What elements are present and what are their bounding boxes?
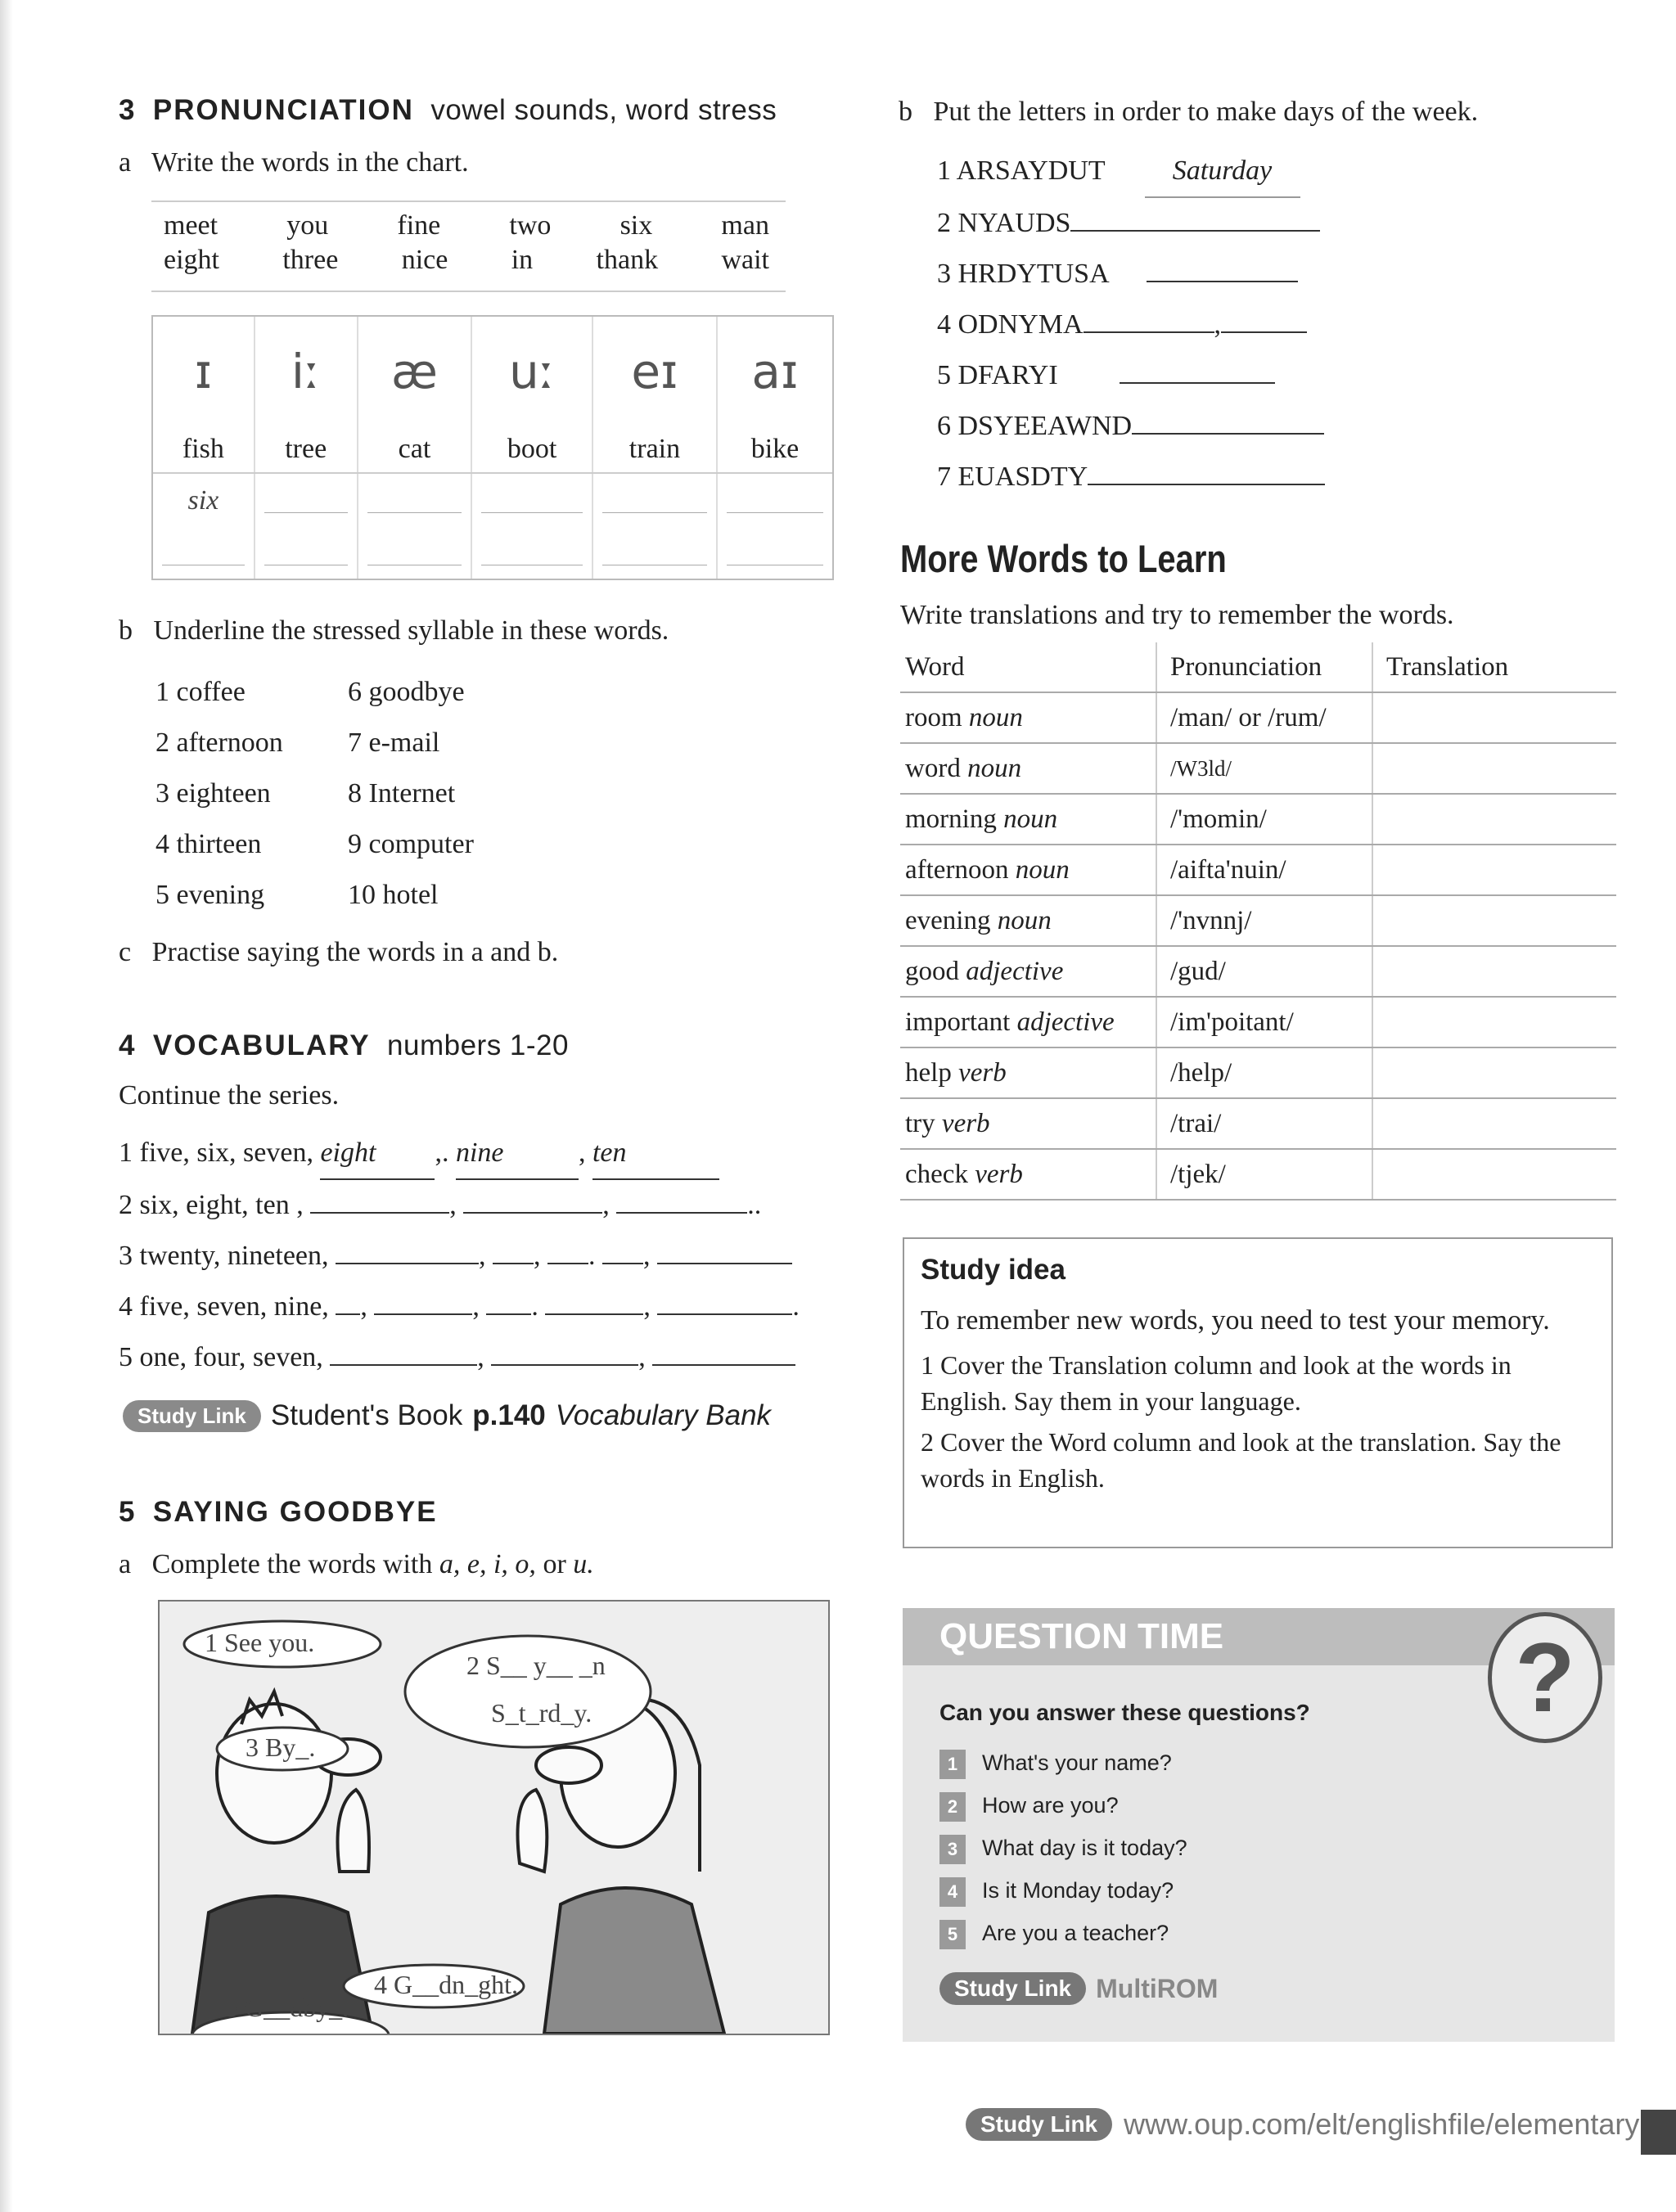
vocab-pron: /tjek/ [1156, 1149, 1372, 1200]
boot-picture [471, 317, 592, 426]
chart-word: tree [255, 426, 358, 473]
word-box-word: two [509, 210, 552, 241]
vocab-translation-blank[interactable] [1372, 1047, 1616, 1098]
chart-answer-blank[interactable] [592, 473, 717, 528]
series-blank[interactable] [545, 1313, 643, 1315]
more-words-title: More Words to Learn [900, 537, 1227, 580]
anagram-item [937, 249, 1325, 300]
vocab-word: word [905, 753, 961, 783]
vocab-row [900, 1047, 1616, 1098]
word-box-row-1 [164, 210, 769, 241]
vocab-pos: noun [1003, 804, 1058, 834]
exercise-3c-instruction [119, 937, 558, 968]
anagram-item [937, 401, 1325, 452]
vocab-pos: noun [997, 905, 1052, 935]
anagram-blank[interactable] [1221, 331, 1307, 333]
series-item: 4 five, seven, nine, , , . , . [119, 1291, 800, 1322]
series-blank[interactable] [336, 1263, 479, 1264]
series-blank[interactable] [463, 1212, 602, 1214]
word-box [151, 200, 786, 292]
bike-picture [717, 317, 832, 426]
vocab-word: check [905, 1159, 968, 1189]
vocab-word: room [905, 702, 962, 732]
vocab-pos: adjective [966, 956, 1064, 986]
vocab-pos: adjective [1016, 1007, 1115, 1037]
anagram-item [937, 350, 1325, 401]
chart-answer-blank[interactable] [717, 473, 832, 528]
question-text: What day is it today? [982, 1836, 1187, 1860]
vocab-pron: /aifta'nuin/ [1156, 845, 1372, 895]
series-lead: 5 one, four, seven, [119, 1342, 323, 1372]
vocab-pron: /'nvnnj/ [1156, 895, 1372, 946]
speech-bubble-3: 3 By_. [246, 1732, 316, 1762]
vocab-translation-blank[interactable] [1372, 1149, 1616, 1200]
section-number: 4 [119, 1029, 137, 1061]
section-4-instruction: Continue the series. [119, 1080, 340, 1111]
series-example: ten [592, 1138, 627, 1168]
chart-example-answer: six [153, 473, 255, 528]
chart-answer-blank[interactable] [255, 528, 358, 579]
study-link-target: Vocabulary Bank [555, 1399, 772, 1431]
series-blank[interactable] [330, 1364, 477, 1366]
stress-item: 3 eighteen [155, 778, 271, 809]
question-number: 5 [939, 1920, 966, 1949]
vocab-word: try [905, 1108, 935, 1138]
vocab-table [900, 642, 1616, 1201]
chart-answer-blank[interactable] [592, 528, 717, 579]
question-number: 4 [939, 1877, 966, 1907]
anagram-blank[interactable] [1120, 382, 1275, 384]
section-5-heading [119, 1496, 438, 1529]
vocab-word-cell [900, 1149, 1156, 1200]
section-title: SAYING GOODBYE [152, 1496, 438, 1528]
anagram-item: 4 ODNYMA , [937, 300, 1325, 350]
vocab-word-cell [900, 946, 1156, 997]
anagram-item [937, 146, 1325, 198]
word-box-word: fine [397, 210, 441, 241]
phonetic-symbol: eɪ [631, 344, 678, 400]
section-title: PRONUNCIATION [152, 94, 414, 126]
anagram-blank[interactable] [1084, 331, 1214, 333]
stress-item: 7 e-mail [348, 728, 440, 758]
series-lead: 4 five, seven, nine, [119, 1291, 329, 1322]
vocab-header-row [900, 642, 1616, 692]
question-mark-icon: ? [1488, 1612, 1602, 1743]
speech-bubble-2: 2 S__ y__ _n [466, 1651, 606, 1680]
word-box-word: thank [596, 245, 659, 275]
speech-bubble-4: 4 G__dn_ght. [374, 1970, 518, 1999]
exercise-text: u. [573, 1549, 594, 1579]
vocab-translation-blank[interactable] [1372, 743, 1616, 794]
vocab-pron: /gud/ [1156, 946, 1372, 997]
footer-study-link[interactable] [966, 2107, 1639, 2142]
series-blank[interactable] [592, 1128, 719, 1180]
anagram-letters: 7 EUASDTY [937, 462, 1088, 492]
vocab-word-cell [900, 1098, 1156, 1149]
more-words-instruction: Write translations and try to remember the words. [900, 600, 1454, 630]
chart-answer-blank[interactable] [255, 473, 358, 528]
page-edge-tab [1641, 2110, 1676, 2155]
word-box-word: nice [401, 245, 448, 275]
chart-answer-blank[interactable] [471, 473, 592, 528]
vocab-translation-blank[interactable] [1372, 845, 1616, 895]
vocab-pos: noun [967, 753, 1022, 783]
exercise-text: Write the words in the chart. [151, 147, 469, 178]
series-blank[interactable] [491, 1364, 638, 1366]
chart-word: train [592, 426, 717, 473]
word-box-word: meet [164, 210, 219, 241]
study-idea-tip-2: 2 Cover the Word column and look at the translation. Say the words in English. [921, 1427, 1561, 1493]
series-blank[interactable] [320, 1128, 435, 1180]
vocab-translation-blank[interactable] [1372, 1098, 1616, 1149]
word-box-word: in [511, 245, 534, 275]
word-box-word: three [282, 245, 339, 275]
section-number: 3 [119, 94, 137, 126]
stress-item: 2 afternoon [155, 728, 283, 758]
series-blank[interactable] [456, 1128, 579, 1180]
section-subtitle: numbers 1-20 [387, 1029, 569, 1061]
exercise-letter: b [119, 615, 133, 646]
word-box-row-2 [164, 245, 769, 276]
days-anagram-list [937, 146, 1325, 502]
study-link-badge: Study Link [966, 2108, 1112, 2141]
exercise-text: Practise saying the words in a and b. [151, 937, 559, 967]
question-item [939, 1784, 1187, 1827]
anagram-letters: 5 DFARYI [937, 360, 1058, 390]
chart-answer-blank[interactable] [358, 528, 472, 579]
chart-answer-blank[interactable] [153, 528, 255, 579]
question-item [939, 1827, 1187, 1869]
anagram-item [937, 198, 1325, 249]
study-link-text: Student's Book [270, 1399, 463, 1431]
anagram-blank[interactable] [1088, 484, 1325, 485]
chart-answer-blank[interactable] [717, 528, 832, 579]
question-number: 3 [939, 1835, 966, 1864]
vocab-translation-blank[interactable] [1372, 692, 1616, 743]
series-item: 3 twenty, nineteen, , , . , [119, 1231, 800, 1282]
exercise-text: a, e, i, o, [439, 1549, 536, 1579]
question-item [939, 1912, 1187, 1954]
section-title: VOCABULARY [152, 1029, 371, 1061]
series-lead: 3 twenty, nineteen, [119, 1241, 329, 1271]
fish-picture [153, 317, 255, 426]
vocab-word-cell [900, 794, 1156, 845]
cat-picture [358, 317, 472, 426]
chart-word: cat [358, 426, 472, 473]
vocab-word: afternoon [905, 854, 1009, 885]
vocab-translation-blank[interactable] [1372, 794, 1616, 845]
question-item [939, 1869, 1187, 1912]
vocab-pron: /'momin/ [1156, 794, 1372, 845]
phonetic-symbol: aɪ [751, 344, 799, 400]
vocab-row [900, 895, 1616, 946]
exercise-3a-instruction [119, 147, 469, 178]
chart-answer-blank[interactable] [471, 528, 592, 579]
question-time-title: QUESTION TIME [903, 1608, 1615, 1665]
chart-answer-blank[interactable] [358, 473, 472, 528]
number-series-list [119, 1128, 800, 1383]
chart-word: bike [717, 426, 832, 473]
exercise-letter: a [119, 1549, 132, 1579]
anagram-letters: 3 HRDYTUSA [937, 259, 1110, 289]
anagram-letters: 4 ODNYMA [937, 309, 1084, 340]
study-idea-title: Study idea [921, 1254, 1066, 1286]
exercise-letter: a [119, 147, 132, 178]
series-example: nine [455, 1138, 504, 1168]
series-blank[interactable] [493, 1263, 534, 1264]
vocab-word-cell [900, 692, 1156, 743]
stress-item: 9 computer [348, 829, 474, 859]
vocab-row [900, 845, 1616, 895]
vocab-translation-blank[interactable] [1372, 946, 1616, 997]
question-text: How are you? [982, 1793, 1119, 1818]
column-header: Translation [1372, 642, 1616, 692]
phonetic-symbol: uː [508, 344, 556, 400]
vocab-pron: /help/ [1156, 1047, 1372, 1098]
stress-list-right [348, 667, 474, 921]
exercise-text: Complete the words with [151, 1549, 433, 1579]
study-link-text: MultiROM [1096, 1973, 1219, 2003]
chart-word: boot [471, 426, 592, 473]
speech-bubble-1: 1 See you. [205, 1628, 315, 1657]
exercise-text: Underline the stressed syllable in these words. [153, 615, 669, 646]
vocab-word: important [905, 1007, 1011, 1037]
question-list [939, 1741, 1187, 1954]
question-number: 2 [939, 1792, 966, 1822]
series-blank[interactable] [310, 1212, 449, 1214]
question-text: Is it Monday today? [982, 1878, 1174, 1903]
vocab-row [900, 1098, 1616, 1149]
anagram-item [937, 452, 1325, 502]
exercise-text: Put the letters in order to make days of the week. [933, 97, 1479, 127]
question-time-box [903, 1608, 1615, 2042]
study-link-multirom[interactable] [939, 1972, 1218, 2005]
series-blank[interactable] [652, 1364, 795, 1366]
study-idea-tip-1: 1 Cover the Translation column and look at the words in English. Say them in your language. [921, 1350, 1512, 1416]
series-blank[interactable] [374, 1313, 472, 1315]
series-blank[interactable] [547, 1263, 588, 1264]
vocab-row [900, 692, 1616, 743]
page-binding-shadow [0, 0, 13, 2212]
study-link-badge: Study Link [939, 1972, 1086, 2005]
vowel-sound-chart [151, 315, 834, 580]
anagram-blank[interactable] [1147, 281, 1298, 282]
series-blank[interactable] [486, 1313, 531, 1315]
vocab-pos: verb [958, 1057, 1007, 1088]
phonetic-symbol: iː [291, 344, 321, 400]
train-picture [592, 317, 717, 426]
vocab-pron: /trai/ [1156, 1098, 1372, 1149]
study-idea-box [903, 1237, 1613, 1548]
series-blank[interactable] [657, 1263, 792, 1264]
section-4-heading [119, 1029, 569, 1062]
series-example: eight [320, 1138, 376, 1168]
series-item: 2 six, eight, ten , , , .. [119, 1190, 762, 1220]
vocab-translation-blank[interactable] [1372, 895, 1616, 946]
vocab-word: good [905, 956, 959, 986]
exercise-text: or [543, 1549, 566, 1579]
vocab-word: help [905, 1057, 952, 1088]
exercise-b-days-instruction [899, 97, 1478, 128]
study-link-badge: Study Link [123, 1400, 261, 1432]
section-number: 5 [119, 1496, 137, 1528]
stress-item: 6 goodbye [348, 677, 465, 707]
anagram-blank[interactable] [1132, 433, 1324, 435]
series-item: 1 five, six, seven, eight ,. nine , ten [119, 1128, 800, 1180]
series-lead: 1 five, six, seven, [119, 1138, 313, 1168]
footer-url-link[interactable]: www.oup.com/elt/englishfile/elementary [1124, 2107, 1640, 2141]
question-text: Are you a teacher? [982, 1921, 1169, 1945]
cartoon-illustration [158, 1600, 830, 2035]
anagram-letters: 1 ARSAYDUT [937, 155, 1106, 186]
question-item [939, 1741, 1187, 1784]
vocab-pron: /im'poitant/ [1156, 997, 1372, 1047]
question-number: 1 [939, 1750, 966, 1779]
series-item: 5 one, four, seven, , , [119, 1332, 800, 1383]
phonetic-symbol: æ [390, 344, 438, 400]
tree-picture [255, 317, 358, 426]
question-text: What's your name? [982, 1750, 1172, 1775]
vocab-word-cell [900, 845, 1156, 895]
stress-item: 4 thirteen [155, 829, 262, 859]
vocab-row [900, 997, 1616, 1047]
stress-item: 10 hotel [348, 880, 439, 910]
exercise-3b-instruction [119, 615, 669, 646]
exercise-5a-instruction [119, 1549, 594, 1580]
stress-item: 5 evening [155, 880, 265, 910]
speech-bubble-5: 5 G__dby_. [225, 1993, 349, 2022]
chart-word: fish [153, 426, 255, 473]
word-box-word: man [721, 210, 769, 241]
vocab-pron: /man/ or /rum/ [1156, 692, 1372, 743]
word-box-word: eight [164, 245, 219, 275]
vowel-chart-table [153, 317, 832, 579]
vocab-word: evening [905, 905, 991, 935]
vocab-word: morning [905, 804, 997, 834]
series-lead: 2 six, eight, ten , [119, 1190, 304, 1220]
exercise-letter: c [119, 937, 132, 967]
vocab-row [900, 743, 1616, 794]
vocab-pos: noun [1015, 854, 1070, 885]
word-box-word: six [619, 210, 653, 241]
question-time-prompt: Can you answer these questions? [939, 1700, 1310, 1725]
study-idea-intro: To remember new words, you need to test your memory. [921, 1305, 1550, 1336]
column-header: Pronunciation [1156, 642, 1372, 692]
vocab-word-cell [900, 743, 1156, 794]
phonetic-symbol: ɪ [194, 344, 213, 400]
vocab-word-cell [900, 997, 1156, 1047]
stress-item: 1 coffee [155, 677, 246, 707]
anagram-example-answer: Saturday [1145, 146, 1300, 198]
more-words-table [900, 642, 1616, 1201]
stress-list-left [155, 667, 283, 921]
vocab-row [900, 946, 1616, 997]
study-link-page: p.140 [472, 1399, 546, 1431]
exercise-letter: b [899, 97, 912, 127]
series-blank[interactable] [616, 1212, 747, 1214]
series-blank[interactable] [336, 1313, 360, 1315]
word-box-word: you [286, 210, 329, 241]
vocab-word-cell [900, 1047, 1156, 1098]
vocab-row [900, 1149, 1616, 1200]
anagram-letters: 2 NYAUDS [937, 208, 1071, 238]
word-box-word: wait [721, 245, 769, 275]
vocab-pron: /W3ld/ [1156, 743, 1372, 794]
series-blank[interactable] [602, 1263, 643, 1264]
study-link-vocab-bank[interactable] [123, 1399, 771, 1432]
vocab-pos: noun [968, 702, 1023, 732]
anagram-letters: 6 DSYEEAWND [937, 411, 1133, 441]
vocab-translation-blank[interactable] [1372, 997, 1616, 1047]
stress-item: 8 Internet [348, 778, 456, 809]
speech-bubble-2-line-2: S_t_rd_y. [491, 1698, 592, 1728]
vocab-row [900, 794, 1616, 845]
vocab-pos: verb [941, 1108, 990, 1138]
section-3-heading [119, 94, 777, 127]
column-header: Word [900, 642, 1156, 692]
section-subtitle: vowel sounds, word stress [430, 94, 777, 126]
vocab-pos: verb [975, 1159, 1023, 1189]
vocab-word-cell [900, 895, 1156, 946]
anagram-blank[interactable] [1070, 230, 1320, 232]
series-blank[interactable] [657, 1313, 792, 1315]
